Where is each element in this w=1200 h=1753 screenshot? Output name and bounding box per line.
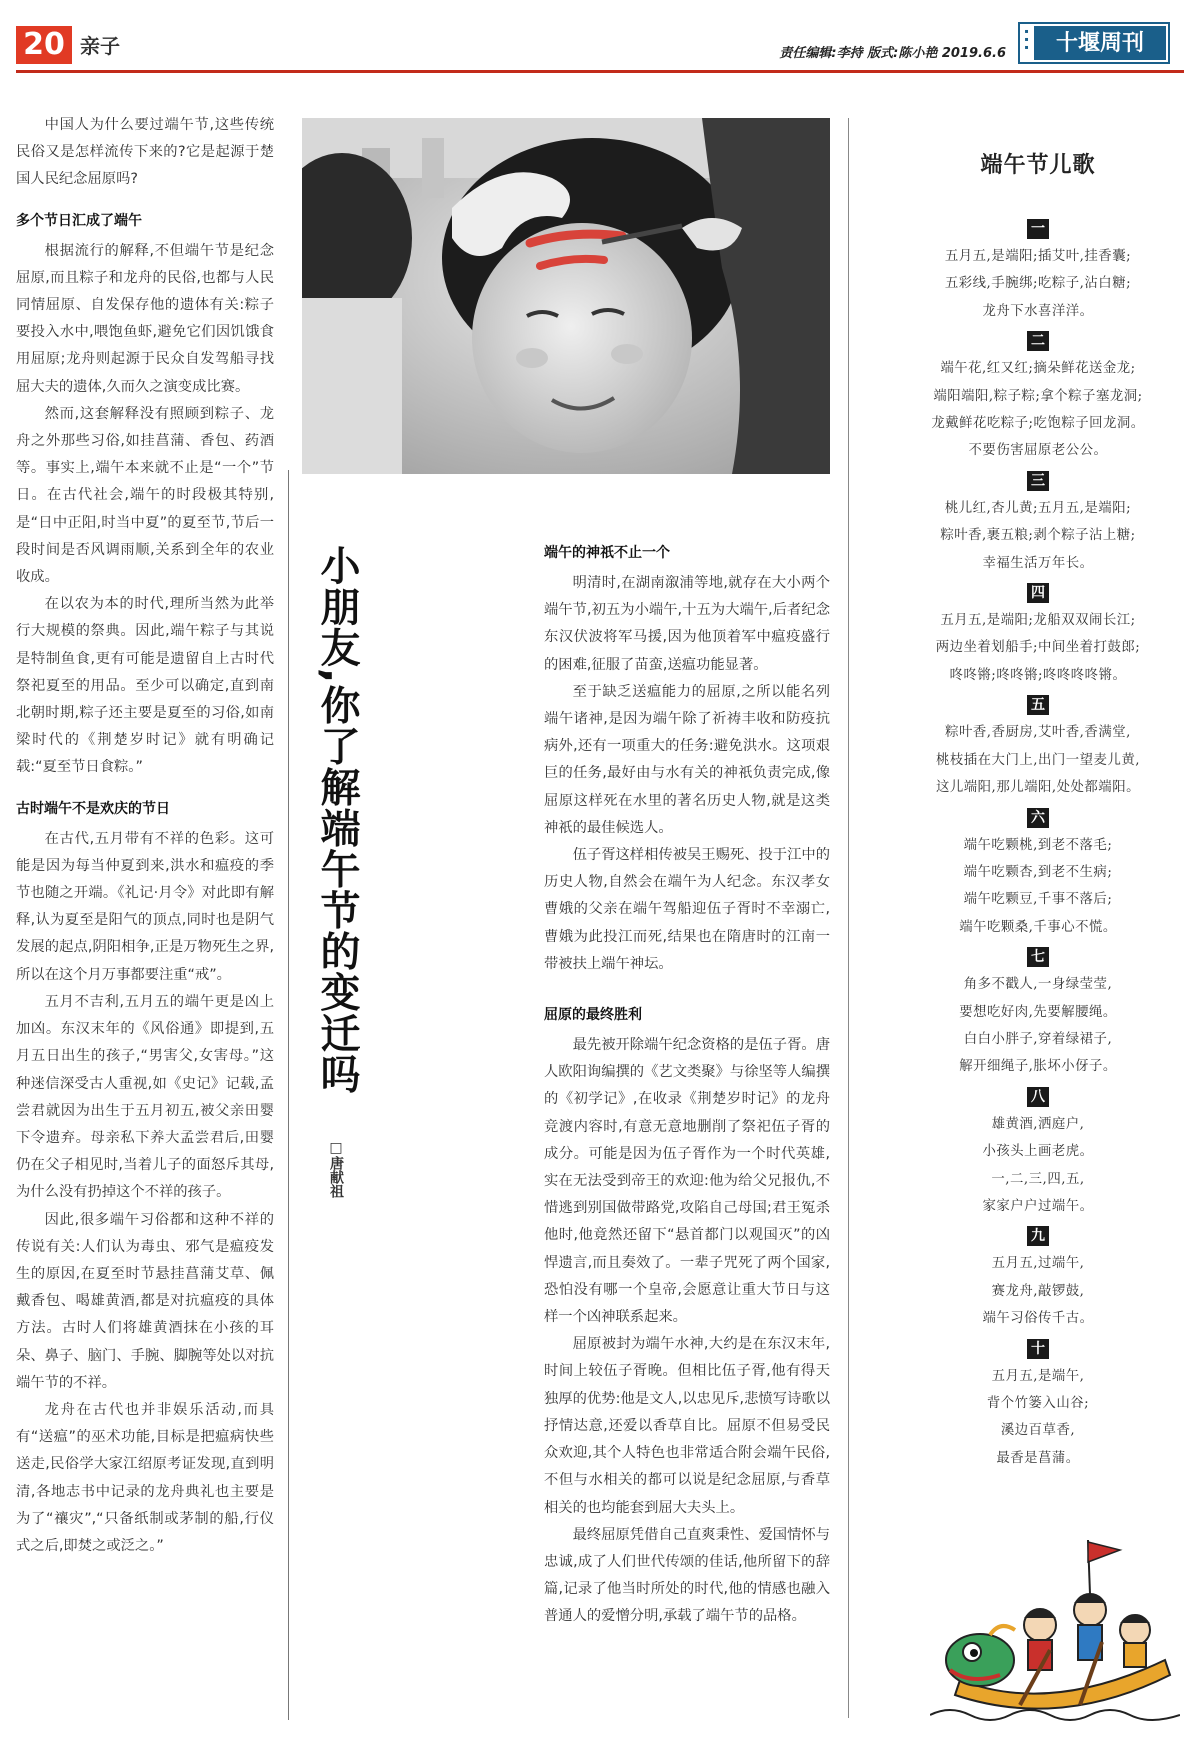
paragraph: 五月不吉利,五月五的端午更是凶上加凶。东汉末年的《风俗通》即提到,五月五日出生的孩子,“男害父,女害母。”这种迷信深受古人重视,如《史记》记载,孟尝君就因为出生于五月初五,被父亲田婴下令遗弃。母亲私下养大孟尝君后,田婴仍在父子相见时,当着儿子的面怒斥其母,为什么没有扔掉这个不祥的孩子。 (16, 993, 274, 1201)
song-line: 端阳端阳,粽子粽;拿个粽子塞龙洞; (933, 388, 1143, 404)
songs-title: 端午节儿歌 (980, 152, 1096, 178)
song-number-badge: 十 (1027, 1339, 1049, 1359)
article-author: □唐献祖 (328, 1140, 344, 1198)
paragraph: 龙舟在古代也并非娱乐活动,而具有“送瘟”的巫术功能,目标是把瘟病快些送走,民俗学大家江绍原考证发现,直到明清,各地志书中记录的龙舟典礼也主要是为了“禳灾”,“只备纸制或茅制的船,行仪式之后,即焚之或泛之。” (16, 1401, 274, 1554)
song-line: 端午吃颗桑,千事心不慌。 (959, 919, 1117, 935)
article-photo (302, 118, 830, 474)
song-line: 一,二,三,四,五, (991, 1171, 1085, 1187)
song-number-badge: 一 (1027, 219, 1049, 239)
paragraph: 根据流行的解释,不但端午节是纪念屈原,而且粽子和龙舟的民俗,也都与人民同情屈原、自发保存他的遗体有关:粽子要投入水中,喂饱鱼虾,避免它们因饥饿食用屈原;龙舟则起源于民众自发驾船寻找屈大夫的遗体,久而久之演变成比赛。 (16, 242, 274, 395)
song-line: 五彩线,手腕绑;吃粽子,沾白糖; (944, 276, 1132, 292)
article-title: 小朋友,你了解端午节的变迁吗 (314, 545, 360, 1095)
dragon-boat-illustration (930, 1530, 1180, 1730)
article-column-2 (544, 540, 830, 1631)
song-line: 端午吃颗桃,到老不落毛; (963, 837, 1113, 853)
song-line: 五月五,是端阳;插艾叶,挂香囊; (944, 249, 1132, 264)
brand-logo (1018, 22, 1170, 64)
song-line: 咚咚锵;咚咚锵;咚咚咚咚锵。 (949, 667, 1127, 683)
song-line: 龙戴鲜花吃粽子;吃饱粽子回龙洞。 (931, 416, 1145, 432)
song-block (908, 1081, 1168, 1221)
editor-credits: 责任编辑:李持 版式:陈小艳 2019.6.6 (779, 46, 1006, 61)
paragraph: 明清时,在湖南溆浦等地,就存在大小两个端午节,初五为小端午,十五为大端午,后者纪念东汉伏波将军马援,因为他顶着军中瘟疫盛行的困难,征服了苗蛮,送瘟功能显著。 (544, 575, 830, 673)
song-line: 粽叶香,裹五粮;剥个粽子沾上糖; (940, 528, 1136, 544)
song-line: 解开细绳子,胀坏小伢子。 (959, 1059, 1117, 1075)
song-line: 要想吃好肉,先要解腰绳。 (959, 1004, 1117, 1020)
paragraph: 最先被开除端午纪念资格的是伍子胥。唐人欧阳询编撰的《艺文类聚》与徐坚等人编撰的《初学记》,在收录《荆楚岁时记》的龙舟竞渡内容时,有意无意地删削了祭祀伍子胥的成分。可能是因为伍子胥作为一个时代英雄,实在无法受到帝王的欢迎:他为给父兄报仇,不惜逃到别国做带路党,攻陷自己母国;君王冤杀他时,他竟然还留下“悬首都门以观国灭”的凶悍遗言,而且奏效了。一辈子咒死了两个国家,恐怕没有哪一个皇帝,会愿意让重大节日与这样一个凶神联系起来。 (544, 1037, 830, 1326)
song-line: 龙舟下水喜洋洋。 (982, 303, 1094, 319)
page-header (16, 22, 1184, 70)
section-heading: 屈原的最终胜利 (544, 1007, 642, 1024)
section-heading: 多个节日汇成了端午 (16, 212, 142, 229)
song-block (908, 802, 1168, 942)
song-line: 不要伤害屈原老公公。 (968, 443, 1108, 459)
column-divider (288, 470, 289, 1720)
song-number-badge: 七 (1027, 947, 1049, 967)
child-face-painting-photo (302, 118, 830, 474)
song-line: 端午吃颗豆,千事不落后; (963, 892, 1113, 908)
song-line: 溪边百草香, (1000, 1423, 1076, 1439)
song-line: 最香是菖蒲。 (996, 1450, 1080, 1466)
song-line: 幸福生活万年长。 (982, 555, 1094, 571)
songs-column (908, 148, 1168, 1472)
header-rule (16, 70, 1184, 73)
paragraph: 屈原被封为端午水神,大约是在东汉末年,时间上较伍子胥晚。但相比伍子胥,他有得天独厚的优势:他是文人,以忠见斥,悲愤写诗歌以抒情达意,还爱以香草自比。屈原不但易受民众欢迎,其个人特色也非常适合附会端午民俗,不但与水相关的都可以说是纪念屈原,与香草相关的也均能套到屈大夫头上。 (544, 1336, 830, 1516)
song-number-badge: 八 (1027, 1087, 1049, 1107)
song-block (908, 325, 1168, 465)
song-line: 赛龙舟,敲锣鼓, (991, 1283, 1085, 1299)
article-intro: 中国人为什么要过端午节,这些传统民俗又是怎样流传下来的?它是起源于楚国人民纪念屈原吗? (16, 117, 274, 188)
song-number-badge: 二 (1027, 331, 1049, 351)
section-heading: 古时端午不是欢庆的节日 (16, 800, 170, 817)
song-block (908, 689, 1168, 801)
article-column-1 (16, 112, 274, 1560)
song-line: 端午吃颗杏,到老不生病; (963, 864, 1113, 880)
song-block (908, 1333, 1168, 1473)
song-block (908, 213, 1168, 325)
song-number-badge: 六 (1027, 808, 1049, 828)
paragraph: 在古代,五月带有不祥的色彩。这可能是因为每当仲夏到来,洪水和瘟疫的季节也随之开端。《礼记·月令》对此即有解释,认为夏至是阳气的顶点,同时也是阴气发展的起点,阴阳相争,正是万物死生之界,所以在这个月万事都要注重“戒”。 (16, 830, 274, 983)
brand-side-decoration: ▪ ▪ ▪ (1024, 28, 1029, 51)
brand-name: 十堰周刊 (1034, 26, 1166, 60)
song-line: 雄黄酒,洒庭户, (991, 1116, 1085, 1132)
song-line: 白白小胖子,穿着绿裙子, (963, 1031, 1113, 1047)
paragraph: 最终屈原凭借自己直爽秉性、爱国情怀与忠诚,成了人们世代传颂的佳话,他所留下的辞篇,记录了他当时所处的时代,他的情感也融入普通人的爱憎分明,承载了端午节的品格。 (544, 1526, 830, 1625)
song-number-badge: 九 (1027, 1226, 1049, 1246)
paragraph: 至于缺乏送瘟能力的屈原,之所以能名列端午诸神,是因为端午除了祈祷丰收和防疫抗病外,还有一项重大的任务:避免洪水。这项艰巨的任务,最好由与水有关的神祇负责完成,像屈原这样死在水里的著名历史人物,就是这类神祇的最佳候选人。 (544, 683, 830, 836)
column-divider (848, 118, 849, 1718)
song-number-badge: 三 (1027, 471, 1049, 491)
paragraph: 伍子胥这样相传被吴王赐死、投于江中的历史人物,自然会在端午为人纪念。东汉孝女曹娥的父亲在端午驾船迎伍子胥时不幸溺亡,曹娥为此投江而死,结果也在隋唐时的江南一带被扶上端午神坛。 (544, 847, 830, 972)
song-line: 粽叶香,香厨房,艾叶香,香满堂, (945, 725, 1131, 741)
song-line: 桃儿红,杏儿黄;五月五,是端阳; (944, 500, 1132, 516)
song-line: 五月五,是端阳;龙船双双闹长江; (940, 613, 1136, 629)
song-line: 五月五,过端午, (991, 1256, 1085, 1272)
song-number-badge: 五 (1027, 695, 1049, 715)
section-name: 亲子 (80, 34, 120, 58)
song-line: 小孩头上画老虎。 (982, 1144, 1094, 1160)
song-block (908, 465, 1168, 577)
song-line: 端午花,红又红;摘朵鲜花送金龙; (940, 361, 1136, 377)
song-line: 角多不戳人,一身绿莹莹, (963, 977, 1113, 993)
section-heading: 端午的神祇不止一个 (544, 545, 670, 561)
page-number: 20 (16, 26, 72, 64)
song-line: 两边坐着划船手;中间坐着打鼓郎; (935, 640, 1141, 656)
paragraph: 在以农为本的时代,理所当然为此举行大规模的祭典。因此,端午粽子与其说是特制鱼食,更有可能是遗留自上古时代祭祀夏至的用品。至少可以确定,直到南北朝时期,粽子还主要是夏至的习俗,如南梁时代的《荆楚岁时记》就有明确记载:“夏至节日食粽。” (16, 596, 274, 776)
song-block (908, 1220, 1168, 1332)
song-block (908, 941, 1168, 1081)
song-number-badge: 四 (1027, 583, 1049, 603)
song-line: 五月五,是端午, (991, 1368, 1085, 1384)
song-line: 桃枝插在大门上,出门一望麦儿黄, (936, 752, 1140, 768)
song-block (908, 577, 1168, 689)
song-line: 家家户户过端午。 (982, 1198, 1094, 1214)
paragraph: 因此,很多端午习俗都和这种不祥的传说有关:人们认为毒虫、邪气是瘟疫发生的原因,在夏至时节悬挂菖蒲艾草、佩戴香包、喝雄黄酒,都是对抗瘟疫的具体方法。古时人们将雄黄酒抹在小孩的耳朵、鼻子、脑门、手腕、脚腕等处以对抗端午节的不祥。 (16, 1211, 274, 1391)
song-list (908, 213, 1168, 1472)
song-line: 背个竹篓入山谷; (986, 1396, 1090, 1411)
song-line: 端午习俗传千古。 (982, 1311, 1094, 1327)
song-line: 这儿端阳,那儿端阳,处处都端阳。 (936, 780, 1140, 796)
paragraph: 然而,这套解释没有照顾到粽子、龙舟之外那些习俗,如挂菖蒲、香包、药酒等。事实上,端午本来就不止是“一个”节日。在古代社会,端午的时段极其特别,是“日中正阳,时当中夏”的夏至节,节后一段时间是否风调雨顺,关系到全年的农业收成。 (16, 405, 274, 586)
